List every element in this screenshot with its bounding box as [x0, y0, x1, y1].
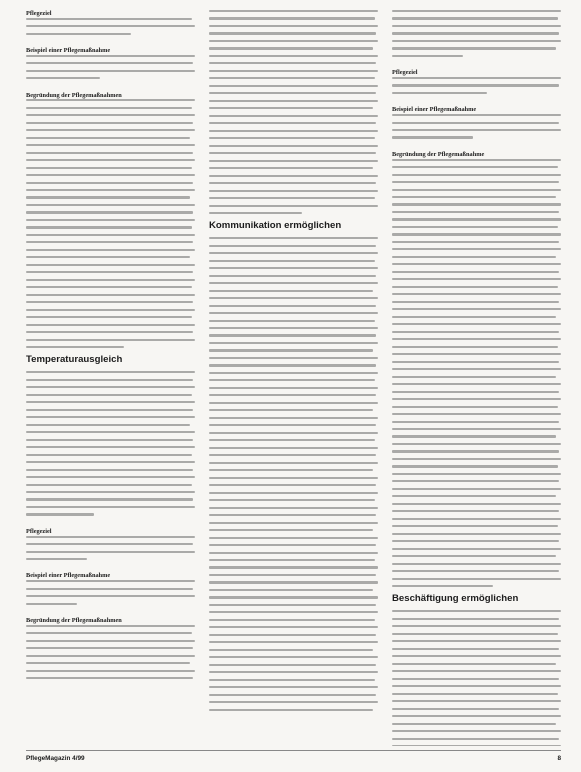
- text-line: [209, 115, 378, 117]
- text-line: [209, 694, 376, 696]
- text-line: [209, 327, 378, 329]
- section-heading-temperaturausgleich: Temperaturausgleich: [26, 354, 123, 366]
- text-line: [392, 655, 561, 657]
- text-line: [209, 160, 378, 162]
- text-line: [26, 226, 192, 228]
- subheading-beispiel: Beispiel einer Pflegemaßnahme: [26, 47, 111, 55]
- text-line: [392, 376, 556, 378]
- text-line: [392, 648, 559, 650]
- text-line: [392, 548, 561, 550]
- text-line: [392, 730, 561, 732]
- section-heading-kommunikation: Kommunikation ermöglichen: [209, 220, 342, 232]
- text-line: [392, 450, 559, 452]
- text-line: [209, 175, 378, 177]
- text-line: [209, 477, 378, 479]
- text-line: [26, 107, 192, 109]
- text-line: [392, 25, 561, 27]
- text-line: [209, 559, 375, 561]
- text-line: [392, 738, 559, 740]
- text-line: [392, 211, 559, 213]
- text-line: [26, 401, 195, 403]
- text-line: [209, 137, 375, 139]
- text-line: [209, 17, 375, 19]
- subheading-pflegeziel-3: Pflegeziel: [392, 69, 418, 77]
- text-line: [26, 167, 192, 169]
- text-line: [209, 499, 375, 501]
- text-line: [392, 166, 558, 168]
- text-line: [392, 129, 561, 131]
- text-line: [26, 640, 195, 642]
- text-line: [209, 664, 376, 666]
- subheading-pflegeziel-2: Pflegeziel: [26, 527, 52, 535]
- text-line: [26, 294, 195, 296]
- text-line: [26, 558, 87, 560]
- text-line: [209, 260, 375, 262]
- text-line: [26, 346, 124, 348]
- text-line: [392, 413, 561, 415]
- text-line: [209, 589, 373, 591]
- text-line: [392, 196, 556, 198]
- text-line: [392, 473, 561, 475]
- text-line: [209, 357, 378, 359]
- text-line: [209, 379, 375, 381]
- text-line: [26, 249, 195, 251]
- text-line: [209, 649, 373, 651]
- text-line: [26, 316, 192, 318]
- text-line: [26, 331, 193, 333]
- text-line: [392, 17, 558, 19]
- text-line: [26, 580, 195, 582]
- text-line: [209, 372, 378, 374]
- text-line: [209, 312, 378, 314]
- paragraph-spacer: [26, 521, 195, 528]
- text-line: [392, 286, 558, 288]
- text-line: [26, 394, 192, 396]
- text-line: [209, 190, 378, 192]
- text-line: [392, 256, 556, 258]
- text-line: [392, 233, 561, 235]
- text-line: [209, 611, 378, 613]
- text-line: [26, 33, 131, 35]
- text-line: [392, 189, 561, 191]
- text-line: [209, 85, 378, 87]
- text-line: [392, 633, 558, 635]
- text-line: [26, 279, 195, 281]
- text-line: [26, 677, 193, 679]
- text-line: [392, 248, 561, 250]
- text-line: [392, 723, 556, 725]
- text-line: [26, 25, 195, 27]
- text-line: [392, 625, 561, 627]
- text-line: [26, 219, 195, 221]
- text-line: [209, 394, 376, 396]
- text-line: [392, 700, 561, 702]
- text-line: [209, 439, 375, 441]
- text-line: [392, 203, 561, 205]
- text-line: [209, 417, 378, 419]
- footer-title: PflegeMagazin 4/99: [26, 754, 85, 762]
- text-line: [392, 585, 493, 587]
- text-line: [392, 308, 561, 310]
- text-line: [392, 136, 473, 138]
- text-line: [26, 324, 195, 326]
- text-line: [392, 570, 559, 572]
- paragraph-spacer: [392, 144, 561, 151]
- text-line: [26, 55, 195, 57]
- text-line: [26, 309, 195, 311]
- text-line: [209, 25, 378, 27]
- text-line: [209, 145, 378, 147]
- text-line: [209, 537, 378, 539]
- text-line: [26, 625, 195, 627]
- text-line: [209, 619, 375, 621]
- text-line: [209, 55, 378, 57]
- text-line: [26, 454, 192, 456]
- text-line: [26, 446, 195, 448]
- subheading-begruendung-3: Begründung der Pflegemaßnahme: [392, 150, 485, 158]
- text-line: [392, 618, 559, 620]
- text-line: [392, 391, 559, 393]
- text-line: [392, 361, 559, 363]
- text-line: [26, 159, 195, 161]
- text-line: [26, 371, 195, 373]
- text-line: [26, 241, 193, 243]
- text-line: [392, 670, 561, 672]
- text-line: [392, 503, 561, 505]
- text-line: [392, 745, 561, 746]
- text-line: [392, 77, 561, 79]
- text-line: [209, 245, 376, 247]
- text-line: [209, 626, 378, 628]
- text-line: [26, 431, 195, 433]
- text-columns: [26, 10, 561, 746]
- text-line: [26, 476, 195, 478]
- subheading-begruendung: Begründung der Pflegemaßnahmen: [26, 91, 122, 99]
- text-line: [209, 40, 378, 42]
- text-line: [26, 204, 195, 206]
- text-line: [26, 264, 195, 266]
- text-line: [26, 234, 195, 236]
- text-line: [209, 237, 378, 239]
- text-line: [392, 316, 556, 318]
- text-line: [26, 174, 195, 176]
- text-line: [209, 432, 378, 434]
- text-line: [26, 271, 193, 273]
- text-line: [26, 595, 195, 597]
- text-line: [392, 458, 561, 460]
- text-line: [209, 566, 378, 568]
- text-line: [209, 320, 375, 322]
- text-line: [209, 581, 378, 583]
- text-line: [392, 398, 561, 400]
- text-line: [209, 507, 378, 509]
- text-line: [392, 84, 559, 86]
- text-line: [392, 510, 559, 512]
- text-line: [209, 334, 376, 336]
- text-line: [209, 686, 378, 688]
- text-line: [26, 416, 195, 418]
- text-line: [26, 439, 193, 441]
- paragraph-spacer: [26, 85, 195, 92]
- text-line: [209, 469, 373, 471]
- text-line: [209, 47, 373, 49]
- text-line: [209, 122, 376, 124]
- text-line: [392, 159, 561, 161]
- text-line: [392, 518, 561, 520]
- text-line: [26, 301, 193, 303]
- text-line: [392, 693, 558, 695]
- text-line: [209, 197, 375, 199]
- text-line: [392, 226, 558, 228]
- text-line: [209, 100, 378, 102]
- text-line: [209, 514, 376, 516]
- text-line: [26, 137, 190, 139]
- text-line: [392, 495, 556, 497]
- column-3: [392, 10, 561, 746]
- text-line: [392, 353, 561, 355]
- text-line: [209, 544, 376, 546]
- text-line: [26, 409, 193, 411]
- text-line: [392, 10, 561, 12]
- text-line: [26, 461, 195, 463]
- text-line: [26, 506, 195, 508]
- text-line: [209, 364, 376, 366]
- text-line: [392, 563, 561, 565]
- text-line: [209, 641, 378, 643]
- text-line: [26, 603, 77, 605]
- text-line: [26, 18, 192, 20]
- text-line: [209, 107, 373, 109]
- text-line: [209, 596, 378, 598]
- text-line: [209, 402, 378, 404]
- text-line: [392, 383, 561, 385]
- text-line: [392, 278, 561, 280]
- text-line: [26, 670, 195, 672]
- text-line: [209, 297, 378, 299]
- text-line: [26, 62, 193, 64]
- text-line: [209, 305, 376, 307]
- column-2: [209, 10, 378, 746]
- text-line: [26, 122, 193, 124]
- text-line: [26, 77, 100, 79]
- text-line: [209, 10, 378, 12]
- text-line: [26, 211, 193, 213]
- text-line: [209, 349, 373, 351]
- text-line: [392, 301, 559, 303]
- text-line: [26, 152, 193, 154]
- text-line: [392, 488, 561, 490]
- text-line: [26, 543, 193, 545]
- text-line: [392, 443, 561, 445]
- text-line: [26, 513, 94, 515]
- subheading-begruendung-2: Begründung der Pflegemaßnahmen: [26, 617, 122, 624]
- text-line: [209, 205, 378, 207]
- text-line: [26, 655, 195, 657]
- text-line: [26, 647, 193, 649]
- text-line: [392, 555, 556, 557]
- text-line: [209, 604, 376, 606]
- text-line: [26, 469, 193, 471]
- text-line: [26, 339, 195, 341]
- text-line: [392, 678, 559, 680]
- text-line: [26, 129, 195, 131]
- text-line: [209, 182, 376, 184]
- text-line: [392, 685, 561, 687]
- text-line: [209, 92, 376, 94]
- text-line: [392, 428, 561, 430]
- text-line: [209, 447, 378, 449]
- subheading-beispiel-3: Beispiel einer Pflegemaßnahme: [392, 106, 477, 114]
- text-line: [209, 252, 378, 254]
- text-line: [209, 552, 378, 554]
- text-line: [209, 424, 376, 426]
- text-line: [392, 32, 559, 34]
- text-line: [392, 715, 561, 717]
- text-line: [209, 267, 378, 269]
- paragraph-spacer: [392, 99, 561, 106]
- text-line: [209, 167, 373, 169]
- text-line: [392, 174, 561, 176]
- text-line: [26, 256, 190, 258]
- paragraph-spacer: [26, 610, 195, 617]
- text-line: [26, 386, 195, 388]
- text-line: [26, 144, 195, 146]
- text-line: [209, 529, 373, 531]
- text-line: [26, 551, 195, 553]
- text-line: [26, 286, 192, 288]
- text-line: [209, 130, 378, 132]
- text-line: [392, 421, 559, 423]
- text-line: [209, 282, 378, 284]
- text-line: [26, 484, 192, 486]
- text-line: [392, 55, 463, 57]
- text-line: [209, 454, 376, 456]
- text-line: [392, 241, 559, 243]
- text-line: [392, 435, 556, 437]
- text-line: [26, 632, 192, 634]
- page-footer: [26, 750, 561, 765]
- text-line: [392, 40, 561, 42]
- text-line: [209, 409, 373, 411]
- text-line: [209, 290, 373, 292]
- text-line: [209, 574, 376, 576]
- paragraph-spacer: [26, 565, 195, 572]
- text-line: [209, 709, 373, 711]
- text-line: [209, 70, 378, 72]
- text-line: [392, 368, 561, 370]
- text-line: [26, 662, 190, 664]
- subheading-pflegeziel: Pflegeziel: [26, 10, 52, 17]
- page-number: 8: [557, 754, 561, 762]
- text-line: [392, 525, 558, 527]
- text-line: [26, 114, 195, 116]
- text-line: [209, 701, 378, 703]
- text-line: [392, 271, 559, 273]
- text-line: [392, 640, 561, 642]
- text-line: [26, 99, 195, 101]
- text-line: [392, 540, 559, 542]
- text-line: [209, 32, 376, 34]
- text-line: [26, 498, 193, 500]
- text-line: [392, 47, 556, 49]
- text-line: [392, 708, 559, 710]
- text-line: [26, 189, 195, 191]
- text-line: [209, 342, 378, 344]
- text-line: [209, 77, 375, 79]
- text-line: [392, 218, 561, 220]
- text-line: [209, 656, 378, 658]
- text-line: [26, 588, 193, 590]
- text-line: [392, 406, 558, 408]
- text-line: [26, 70, 195, 72]
- text-line: [392, 663, 556, 665]
- text-line: [209, 275, 376, 277]
- text-line: [26, 379, 193, 381]
- text-line: [26, 536, 195, 538]
- text-line: [209, 671, 378, 673]
- text-line: [26, 424, 190, 426]
- text-line: [209, 484, 376, 486]
- text-line: [392, 578, 561, 580]
- text-line: [209, 212, 302, 214]
- paragraph-spacer: [392, 62, 561, 69]
- text-line: [392, 533, 561, 535]
- subheading-beispiel-2: Beispiel einer Pflegemaßnahme: [26, 572, 111, 580]
- text-line: [209, 387, 378, 389]
- text-line: [209, 634, 376, 636]
- text-line: [209, 462, 378, 464]
- text-line: [209, 492, 378, 494]
- text-line: [392, 92, 487, 94]
- text-line: [392, 114, 561, 116]
- text-line: [26, 491, 195, 493]
- text-line: [26, 196, 190, 198]
- text-line: [392, 331, 559, 333]
- text-line: [392, 465, 558, 467]
- text-line: [209, 522, 378, 524]
- text-line: [209, 679, 375, 681]
- column-1: [26, 10, 195, 746]
- text-line: [392, 181, 559, 183]
- paragraph-spacer: [26, 40, 195, 47]
- text-line: [392, 610, 561, 612]
- text-line: [392, 338, 561, 340]
- text-line: [392, 263, 561, 265]
- text-line: [392, 293, 561, 295]
- text-line: [209, 152, 376, 154]
- text-line: [392, 323, 561, 325]
- text-line: [392, 346, 558, 348]
- text-line: [392, 122, 559, 124]
- text-line: [392, 480, 559, 482]
- text-line: [26, 182, 193, 184]
- section-heading-beschaeftigung: Beschäftigung ermöglichen: [392, 593, 519, 605]
- text-line: [209, 62, 376, 64]
